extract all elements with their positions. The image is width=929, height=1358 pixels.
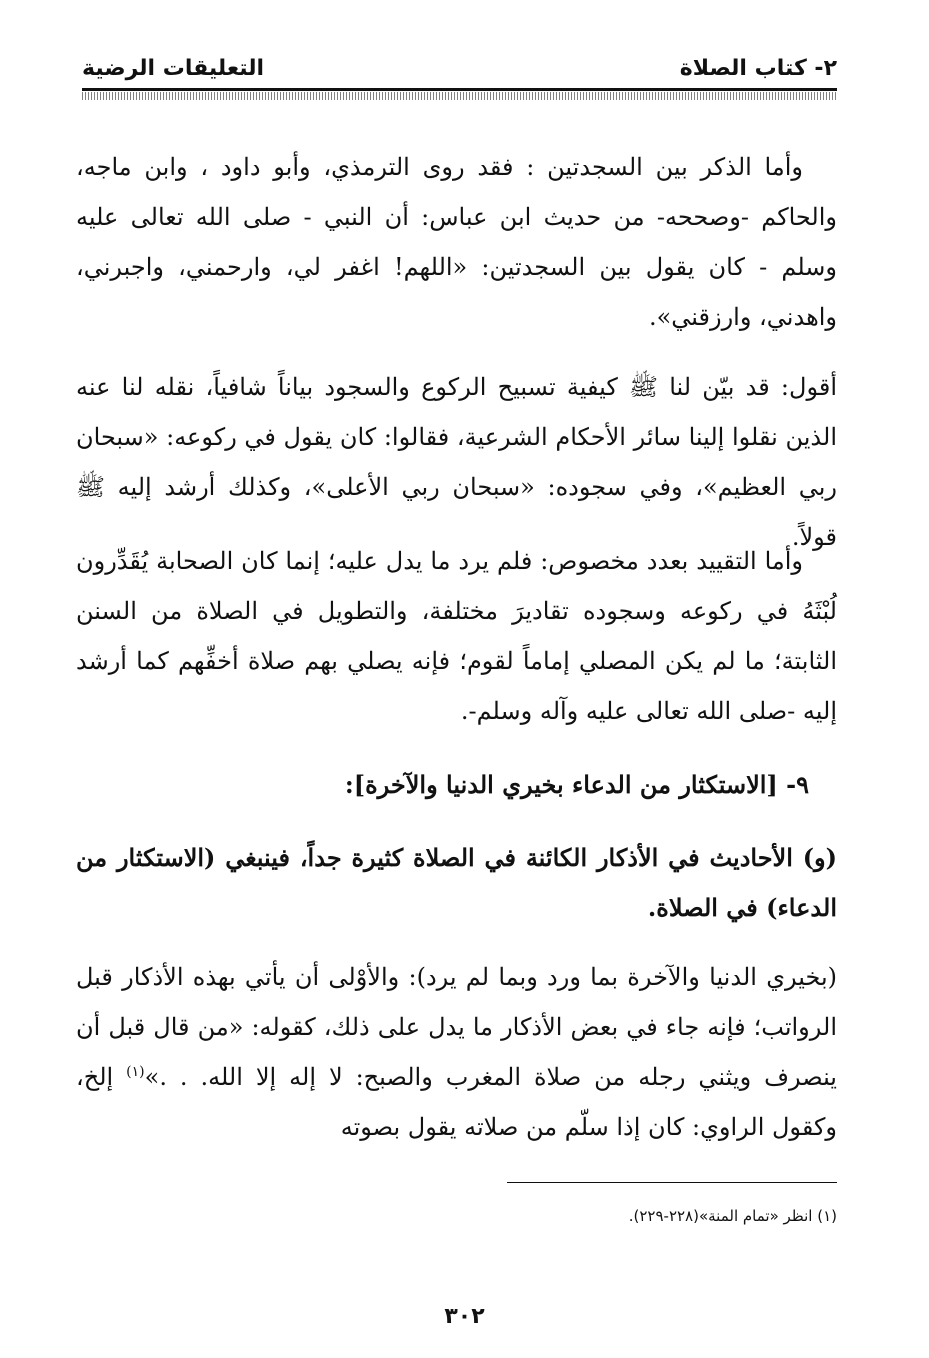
header-rule	[82, 88, 837, 91]
heading-text: ٩- [الاستكثار من الدعاء بخيري الدنيا والآخرة]:	[344, 770, 809, 799]
paragraph-restriction	[76, 536, 837, 736]
paragraph-bikhayray	[76, 952, 837, 1152]
book-title: التعليقات الرضية	[82, 56, 265, 81]
paragraph-dhikr-between-prostrations	[76, 142, 837, 342]
footnote-reference[interactable]: (١)	[126, 1064, 145, 1080]
paragraph-text: (بخيري الدنيا والآخرة بما ورد وبما لم يرد): والأوْلى أن يأتي بهذه الأذكار قبل الرواتب؛ فإنه جاء في بعض الأذكار ما يدل على ذلك، كقوله: «من قال قبل أن ينصرف ويثني رجله من صلاة المغرب والصبح: لا إله إلا الله. . .»	[76, 963, 838, 1091]
footnote: (١) انظر «تمام المنة»(٢٢٨-٢٢٩).	[628, 1207, 837, 1225]
chapter-title: ٢- كتاب الصلاة	[679, 56, 837, 81]
paragraph-text: أقول: قد بيّن لنا ﷺ كيفية تسبيح الركوع والسجود بياناً شافياً، نقله لنا عنه الذين نقلوا إلينا سائر الأحكام الشرعية، فقالوا: كان يقول في ركوعه: «سبحان ربي العظيم»، وفي سجوده: «سبحان ربي الأعلى»، وكذلك أرشد إليه ﷺ قولاً.	[76, 373, 837, 551]
paragraph-ahadith	[76, 833, 837, 933]
paragraph-text: وأما التقييد بعدد مخصوص: فلم يرد ما يدل عليه؛ إنما كان الصحابة يُقَدِّرون لُبْثَهُ في ركوعه وسجوده تقاديرَ مختلفة، والتطويل في الصلاة من السنن الثابتة؛ ما لم يكن المصلي إماماً لقوم؛ فإنه يصلي بهم صلاة أخفِّهم كما أرشد إليه -صلى الله تعالى عليه وآله وسلم-.	[76, 547, 838, 725]
running-header	[82, 52, 837, 86]
paragraph-text: وأما الذكر بين السجدتين : فقد روى الترمذي، وأبو داود ، وابن ماجه، والحاكم -وصححه- من حديث ابن عباس: أن النبي - صلى الله تعالى عليه وسلم - كان يقول بين السجدتين: «اللهم! اغفر لي، وارحمني، واجبرني، واهدني، وارزقني».	[76, 153, 837, 331]
paragraph-aqoul	[76, 362, 837, 562]
page-number: ٣٠٢	[444, 1304, 485, 1329]
section-heading	[76, 760, 837, 810]
footnote-separator	[507, 1182, 837, 1183]
paragraph-text: (و) الأحاديث في الأذكار الكائنة في الصلاة كثيرة جداً، فينبغي (الاستكثار من الدعاء) في الصلاة.	[76, 843, 837, 922]
paragraph-text-tail: إلخ، وكقول الراوي: كان إذا سلّم من صلاته يقول بصوته	[76, 1063, 837, 1141]
header-hatch-border	[82, 92, 837, 100]
